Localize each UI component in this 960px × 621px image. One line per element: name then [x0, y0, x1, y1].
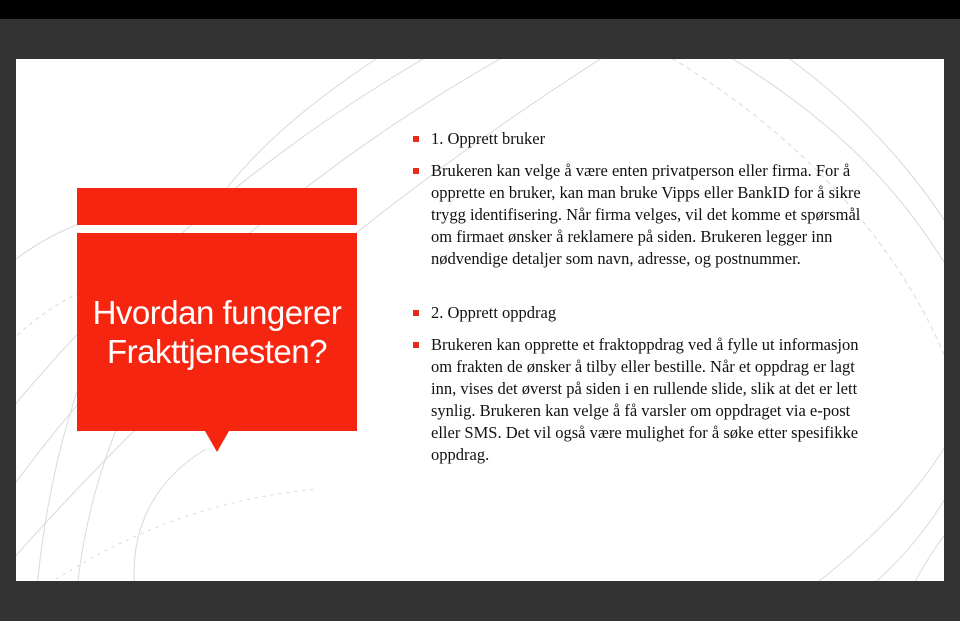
bullet-item [412, 128, 882, 150]
bullet-text: Brukeren kan opprette et fraktoppdrag ved å fylle ut informasjon om frakten de ønsker å tilby eller bestille. Når et oppdrag er lagt inn, vises det øverst på siden i en rullende slide, slik at det er lett synlig. Brukeren kan velge å få varsler om oppdraget via e-post eller SMS. Det vil også være mulighet for å søke etter spesifikke oppdrag. [431, 335, 859, 464]
accent-bar [77, 188, 357, 225]
bullet-item [412, 334, 882, 466]
bullet-text: 1. Opprett bruker [431, 129, 546, 148]
title-box [77, 233, 357, 431]
square-bullet-icon [413, 310, 419, 316]
title-box-pointer [205, 431, 229, 452]
slide [16, 59, 944, 581]
bullet-list [412, 128, 882, 466]
square-bullet-icon [413, 342, 419, 348]
top-bar [0, 0, 960, 19]
square-bullet-icon [413, 136, 419, 142]
bullet-item [412, 160, 882, 270]
bullet-text: Brukeren kan velge å være enten privatperson eller firma. For å opprette en bruker, kan man bruke Vipps eller BankID for å sikre trygg identifisering. Når firma velges, vil det komme et spørsmål om firmaet ønsker å reklamere på siden. Brukeren legger inn nødvendige detaljer som navn, adresse, og postnummer. [431, 161, 861, 268]
bullet-text: 2. Opprett oppdrag [431, 303, 557, 322]
slide-title: Hvordan fungerer Frakttjenesten? [92, 294, 342, 370]
square-bullet-icon [413, 168, 419, 174]
bullet-item [412, 302, 882, 324]
